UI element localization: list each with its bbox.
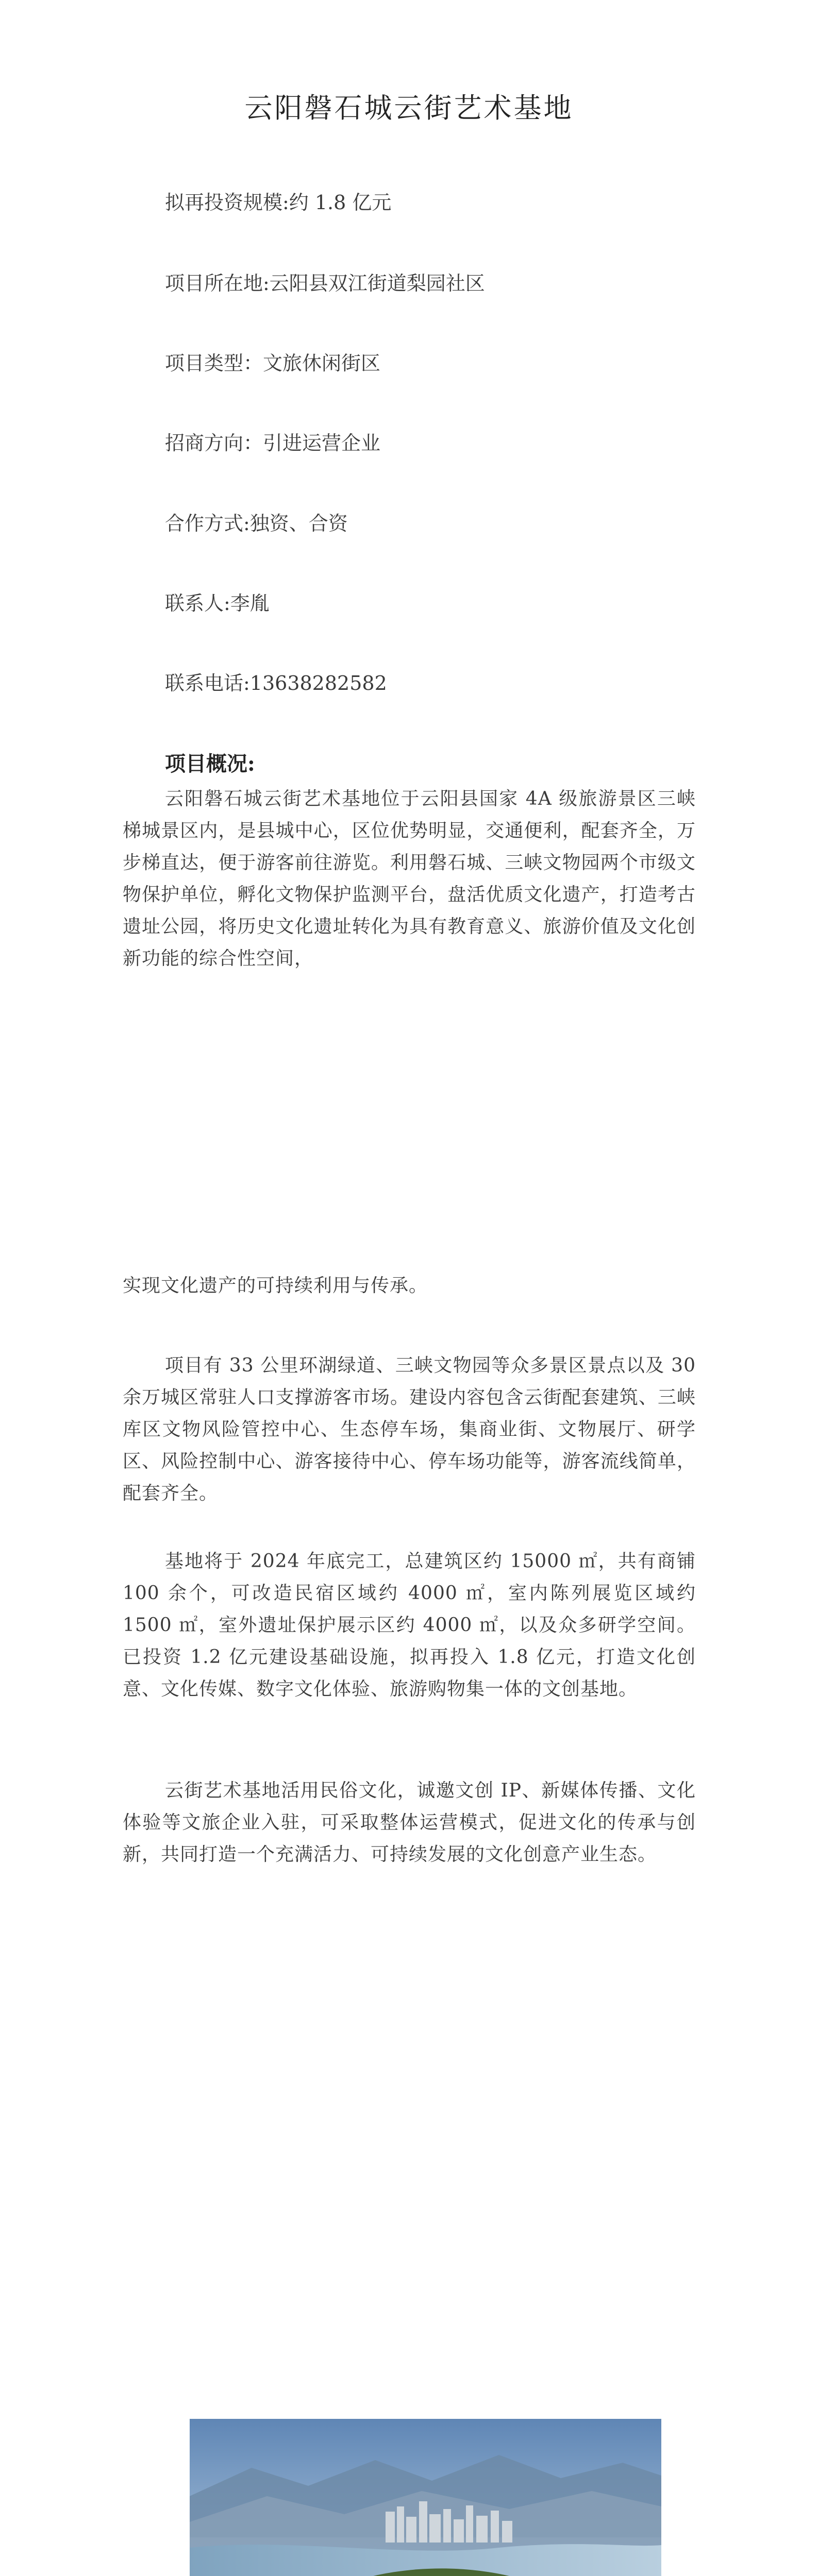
project-location-field: 项目所在地:云阳县双江街道梨园社区: [165, 272, 485, 295]
contact-phone-field: 联系电话:13638282582: [165, 672, 387, 694]
overview-paragraph-4: 云街艺术基地活用民俗文化，诚邀文创 IP、新媒体传播、文化体验等文旅企业入驻，可采取整体运营模式，促进文化的传承与创新，共同打造一个充满活力、可持续发展的文化创意产业生态。: [123, 1780, 696, 1865]
project-type-field: 项目类型：文旅休闲街区: [165, 352, 381, 375]
aerial-site-image: [190, 2419, 661, 2576]
contact-person-field: 联系人:李胤: [165, 592, 270, 615]
page-title: 云阳磐石城云街艺术基地: [244, 92, 574, 124]
overview-paragraph-3: 基地将于 2024 年底完工，总建筑区约 15000 ㎡，共有商铺 100 余个，可改造民宿区域约 4000 ㎡，室内陈列展览区域约 1500 ㎡，室外遗址保护展示区约 4000 ㎡，以及众多研学空间。已投资 1.2 亿元建设基础设施，拟再投入 1.8 亿元，打造文化创意、文化传媒、数字文化体验、旅游购物集一体的文创基地。: [123, 1551, 696, 1700]
overview-paragraph-2: 项目有 33 公里环湖绿道、三峡文物园等众多景区景点以及 30 余万城区常驻人口支撑游客市场。建设内容包含云街配套建筑、三峡库区文物风险管控中心、生态停车场，集商业街、文物展厅、研学区、风险控制中心、游客接待中心、停车场功能等，游客流线简单，配套齐全。: [123, 1355, 696, 1504]
overview-heading: 项目概况:: [165, 752, 255, 776]
aerial-site-photo: [190, 2419, 661, 2576]
investment-scale-field: 拟再投资规模:约 1.8 亿元: [165, 191, 392, 214]
investment-direction-field: 招商方向：引进运营企业: [165, 432, 381, 454]
overview-paragraph-1-continued: 实现文化遗产的可持续利用与传承。: [123, 1275, 428, 1296]
cooperation-mode-field: 合作方式:独资、合资: [165, 512, 348, 535]
overview-paragraph-1: 云阳磐石城云街艺术基地位于云阳县国家 4A 级旅游景区三峡梯城景区内，是县城中心，区位优势明显，交通便利，配套齐全，万步梯直达，便于游客前往游览。利用磐石城、三峡文物园两个市级文物保护单位，孵化文物保护监测平台，盘活优质文化遗产，打造考古遗址公园，将历史文化遗址转化为具有教育意义、旅游价值及文化创新功能的综合性空间，: [123, 788, 696, 969]
